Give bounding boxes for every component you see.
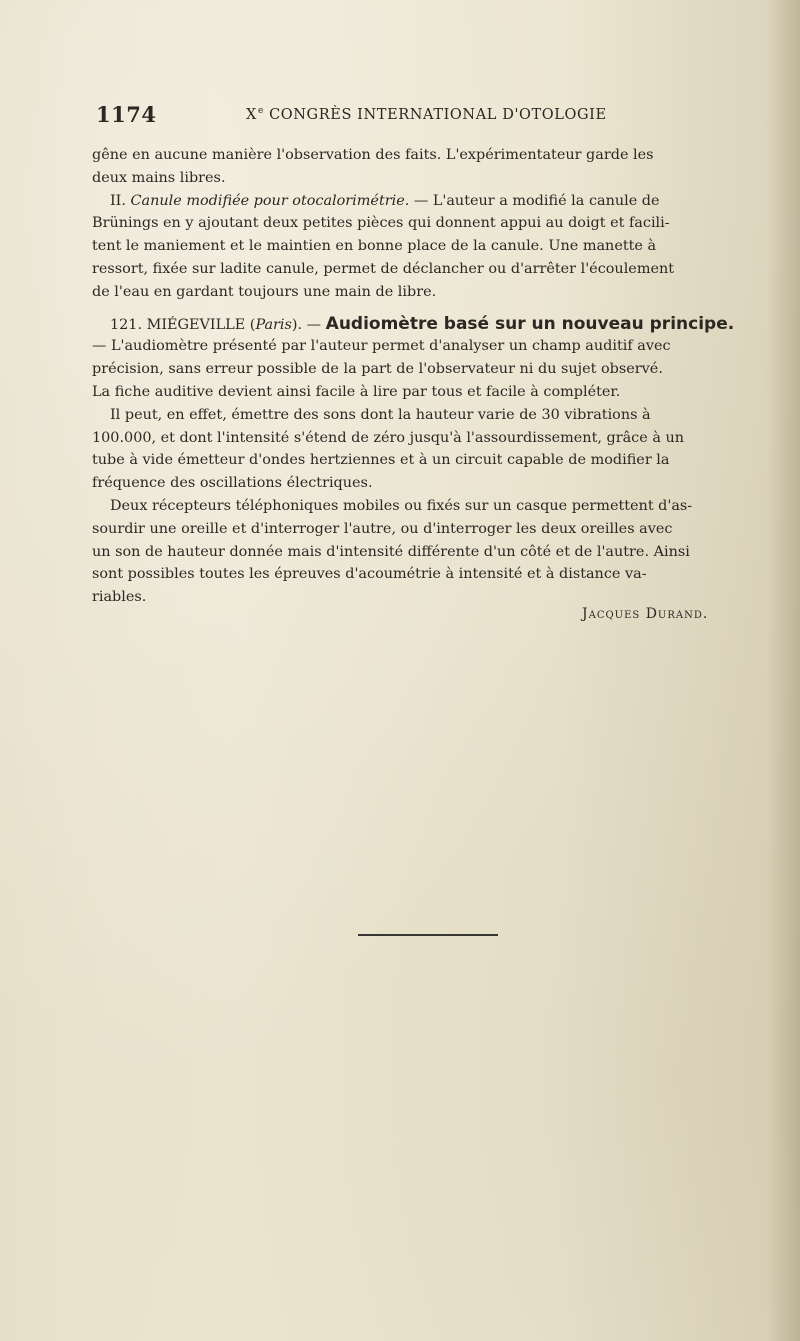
section-number: II. [110,192,131,209]
page-edge-shadow [766,0,800,1341]
author-signature: Jacques Durand. [582,606,709,622]
paragraph-1-line-2: deux mains libres. [92,169,226,186]
running-title [246,106,607,123]
body-text [92,144,752,609]
paragraph-3-line-4: La fiche auditive devient ainsi facile à lire par tous et facile à compléter. [92,383,621,400]
page-number: 1174 [96,102,157,127]
section-heading: Canule modifiée pour otocalorimétrie. [130,192,410,209]
paragraph-1-line-1: gêne en aucune manière l'observation des faits. L'expérimentateur garde les [92,147,654,163]
paragraph-5-line-1: Deux récepteurs téléphoniques mobiles ou fixés sur un casque permettent d'as- [110,497,693,514]
paragraph-2-line-3: tent le maniement et le maintien en bonne place de la canule. Une manette à [92,238,657,255]
paragraph-2-line-2: Brünings en y ajoutant deux petites pièces qui donnent appui au doigt et facili- [92,215,670,232]
entry-title: Audiomètre basé sur un nouveau principe. [325,313,735,334]
running-head [96,102,656,130]
paragraph-5-line-4: sont possibles toutes les épreuves d'acoumétrie à intensité et à distance va- [92,566,647,583]
paragraph-4-line-4: fréquence des oscillations électriques. [92,475,373,492]
paragraph-2-line-4: ressort, fixée sur ladite canule, permet de déclancher ou d'arrêter l'écoulement [92,260,675,277]
paragraph-4-line-2: 100.000, et dont l'intensité s'étend de zéro jusqu'à l'assourdissement, grâce à un [92,429,685,446]
entry-number-author: 121. MIÉGEVILLE ( [110,316,256,333]
entry-121-heading-line: 121. MIÉGEVILLE (Paris). — Audiomètre basé sur un nouveau principe. [110,313,735,334]
paragraph-5-line-3: un son de hauteur donnée mais d'intensité différente d'un côté et de l'autre. Ainsi [92,543,690,560]
entry-city: Paris [255,316,292,333]
running-title-superscript: e [257,106,264,116]
paragraph-4-line-3: tube à vide émetteur d'ondes hertziennes et à un circuit capable de modifier la [92,452,670,469]
paragraph-3-line-3: précision, sans erreur possible de la part de l'observateur ni du sujet observé. [92,361,663,378]
paragraph-2-line-5: de l'eau en gardant toujours une main de libre. [92,283,437,300]
paragraph-4-line-1: Il peut, en effet, émettre des sons dont la hauteur varie de 30 vibrations à [110,406,651,423]
paragraph-3-line-2: — L'audiomètre présenté par l'auteur permet d'analyser un champ auditif avec [92,338,671,355]
running-title-text: CONGRÈS INTERNATIONAL D'OTOLOGIE [263,107,607,123]
running-title-prefix: X [246,107,257,123]
paragraph-2-line-1: II. Canule modifiée pour otocalorimétrie. — L'auteur a modifié la canule de [110,192,660,209]
paragraph-5-line-5: riables. [92,589,147,606]
paragraph-5-line-2: sourdir une oreille et d'interroger l'autre, ou d'interroger les deux oreilles avec [92,520,673,537]
section-separator-rule [358,934,498,936]
